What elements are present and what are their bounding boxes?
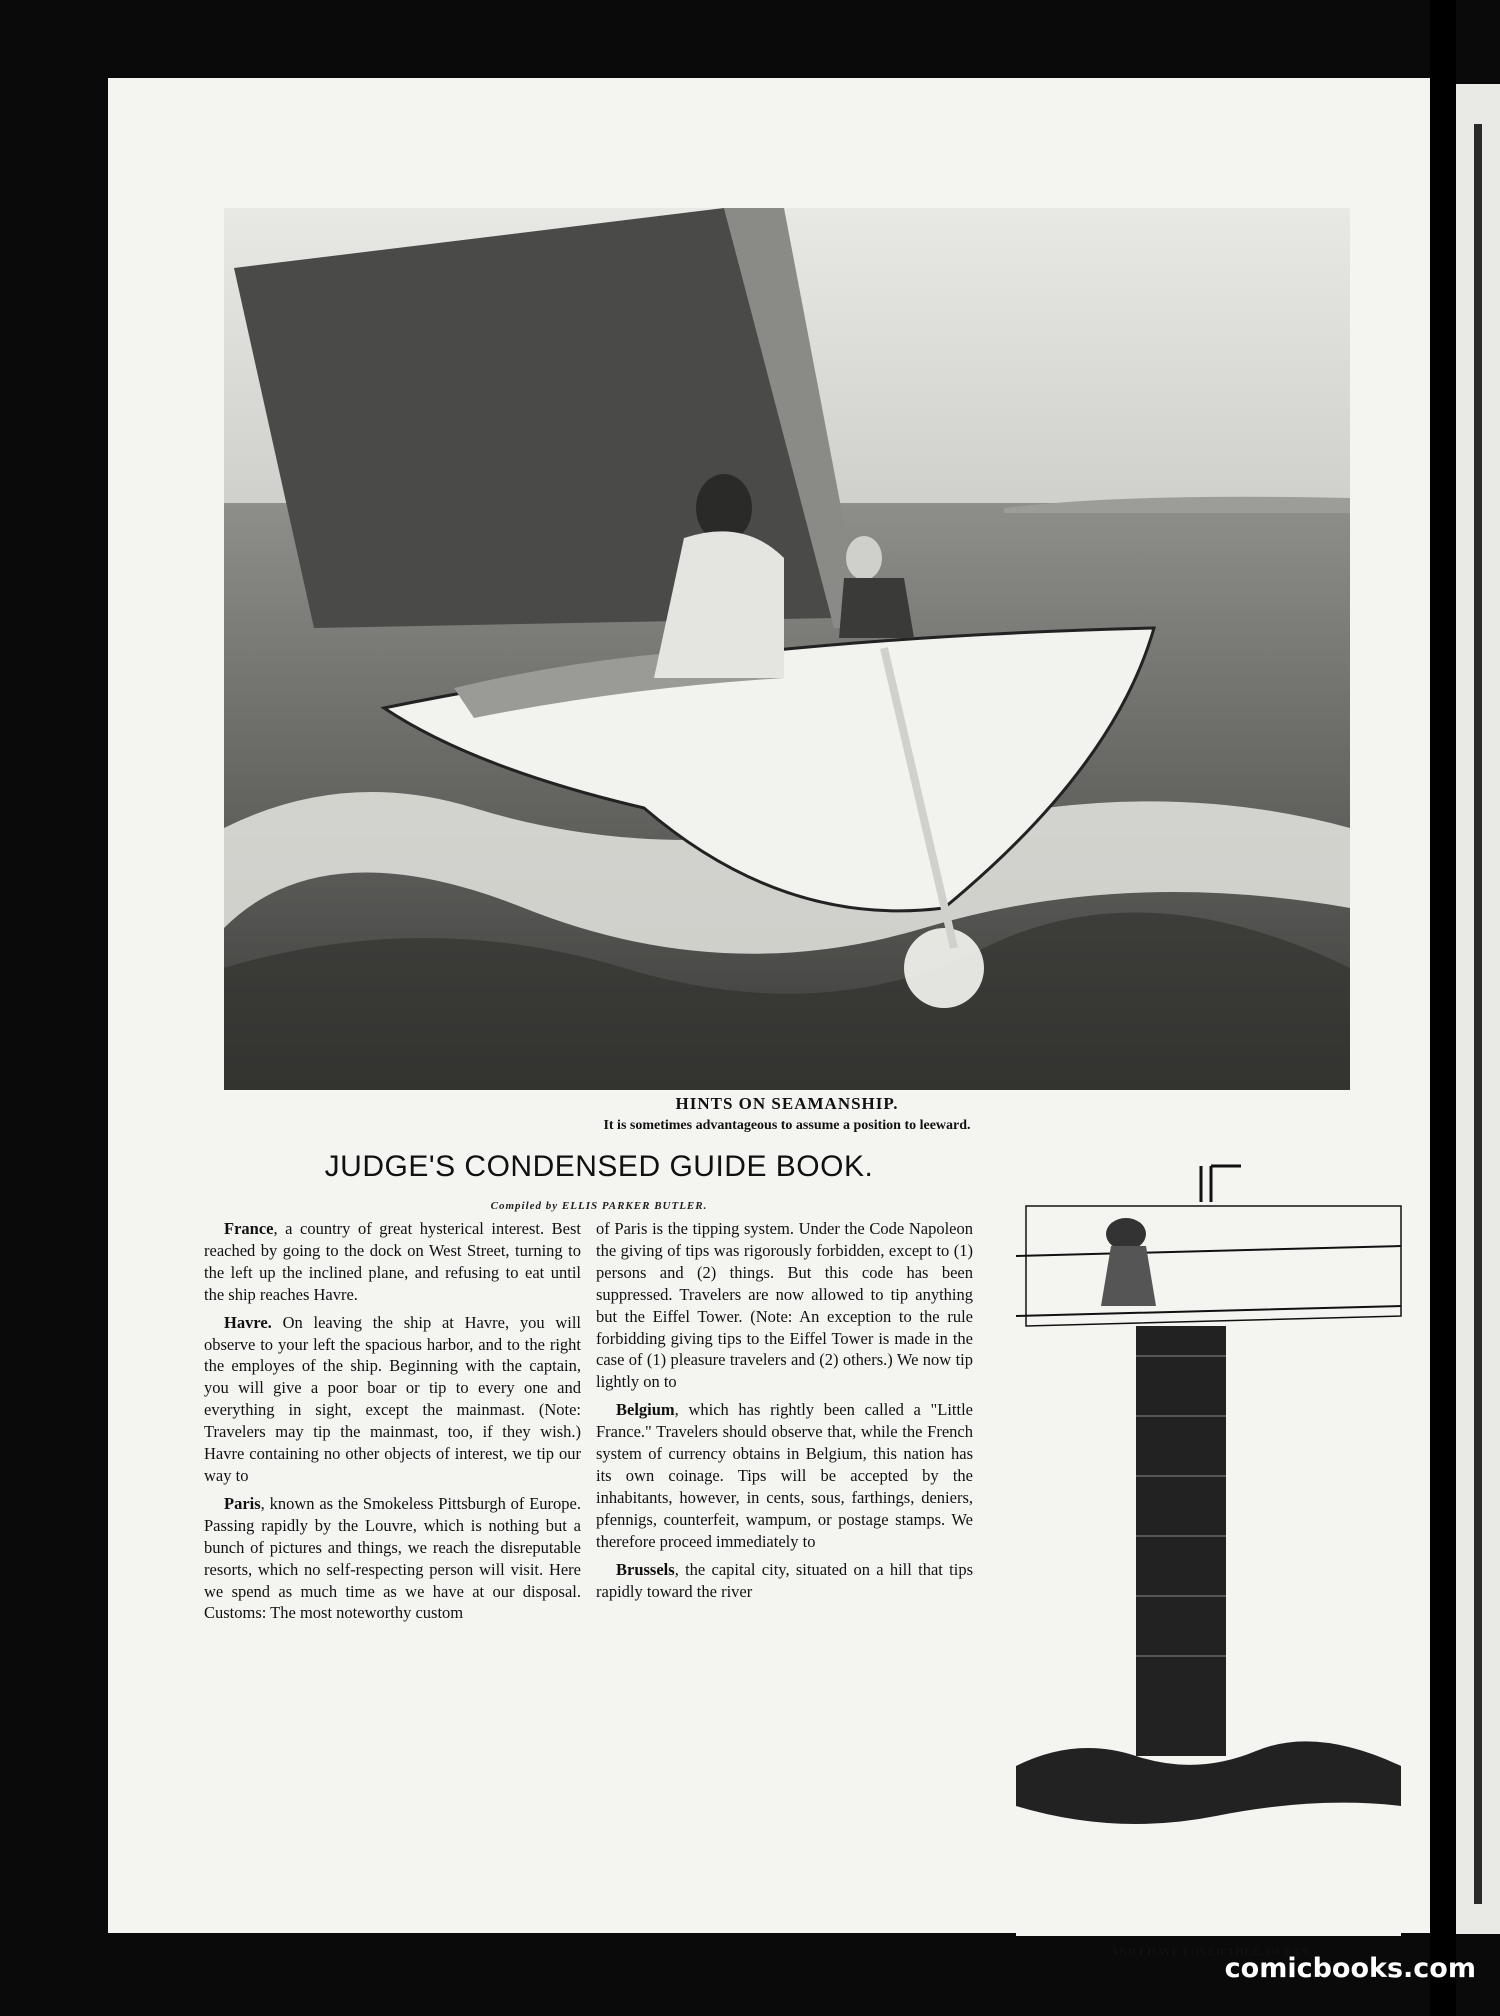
paragraph-paris: Paris, known as the Smokeless Pittsburgh of Europe. Passing rapidly by the Louvre, which is nothing but a bunch of pictures and things, we reach the disreputable resorts, which no self-respecting person will visit. Here we spend as much time as we have at our disposal. Customs: The most noteworthy custom: [204, 1493, 581, 1623]
illustration-caption-text: It is sometimes advantageous to assume a position to leeward.: [603, 1118, 971, 1133]
sailboat-illustration: [224, 208, 1350, 1090]
article-byline: Compiled by ELLIS PARKER BUTLER.: [490, 1200, 708, 1212]
article-column-2: [596, 1218, 973, 1608]
paragraph-tipping: of Paris is the tipping system. Under the Code Napoleon the giving of tips was rigorously forbidden, except to (1) persons and (2) things. But this code has been suppressed. Travelers are now allowed to tip anything but the Eiffel Tower. (Note: An exception to the rule forbidding giving tips to the Eiffel Tower is made in the case of (1) pleasure travelers and (2) others.) We now tip lightly on to: [596, 1219, 973, 1392]
cartoon-caption: "AND I HAVE LOVED THEE, OCEAN.: [1103, 1946, 1313, 1958]
magazine-page: [108, 78, 1430, 1958]
site-watermark: comicbooks.com: [1224, 1953, 1476, 1984]
article-title: JUDGE'S CONDENSED GUIDE BOOK.: [324, 1150, 874, 1183]
illustration-caption-title: HINTS ON SEAMANSHIP.: [675, 1094, 899, 1113]
paragraph-havre: Havre. On leaving the ship at Havre, you will observe to your left the spacious harbor, and to the right the employes of the ship. Beginning with the captain, you will give a poor boar or tip to every one and everything in sight, except the mainmast. (Note: Travelers may tip the mainmast, too, if they wish.) Havre containing no other objects of interest, we tip our way to: [204, 1312, 581, 1485]
article-column-1: [204, 1218, 581, 1630]
ocean-cartoon: [1016, 1156, 1401, 1996]
paragraph-france: France, a country of great hysterical interest. Best reached by going to the dock on West Street, turning to the left up the inclined plane, and refusing to eat until the ship reaches Havre.: [204, 1219, 581, 1304]
paragraph-brussels: Brussels, the capital city, situated on a hill that tips rapidly toward the river: [596, 1559, 973, 1601]
adjacent-page-edge: [1456, 84, 1500, 1934]
book-spine: [1430, 0, 1456, 2016]
paragraph-belgium: Belgium, which has rightly been called a "Little France." Travelers should observe that, while the French system of currency obtains in Belgium, this nation has its own coinage. Tips will be accepted by the inhabitants, however, in cents, sous, farthings, deniers, pfennigs, counterfeit, wampum, or postage stamps. We therefore proceed immediately to: [596, 1400, 973, 1551]
